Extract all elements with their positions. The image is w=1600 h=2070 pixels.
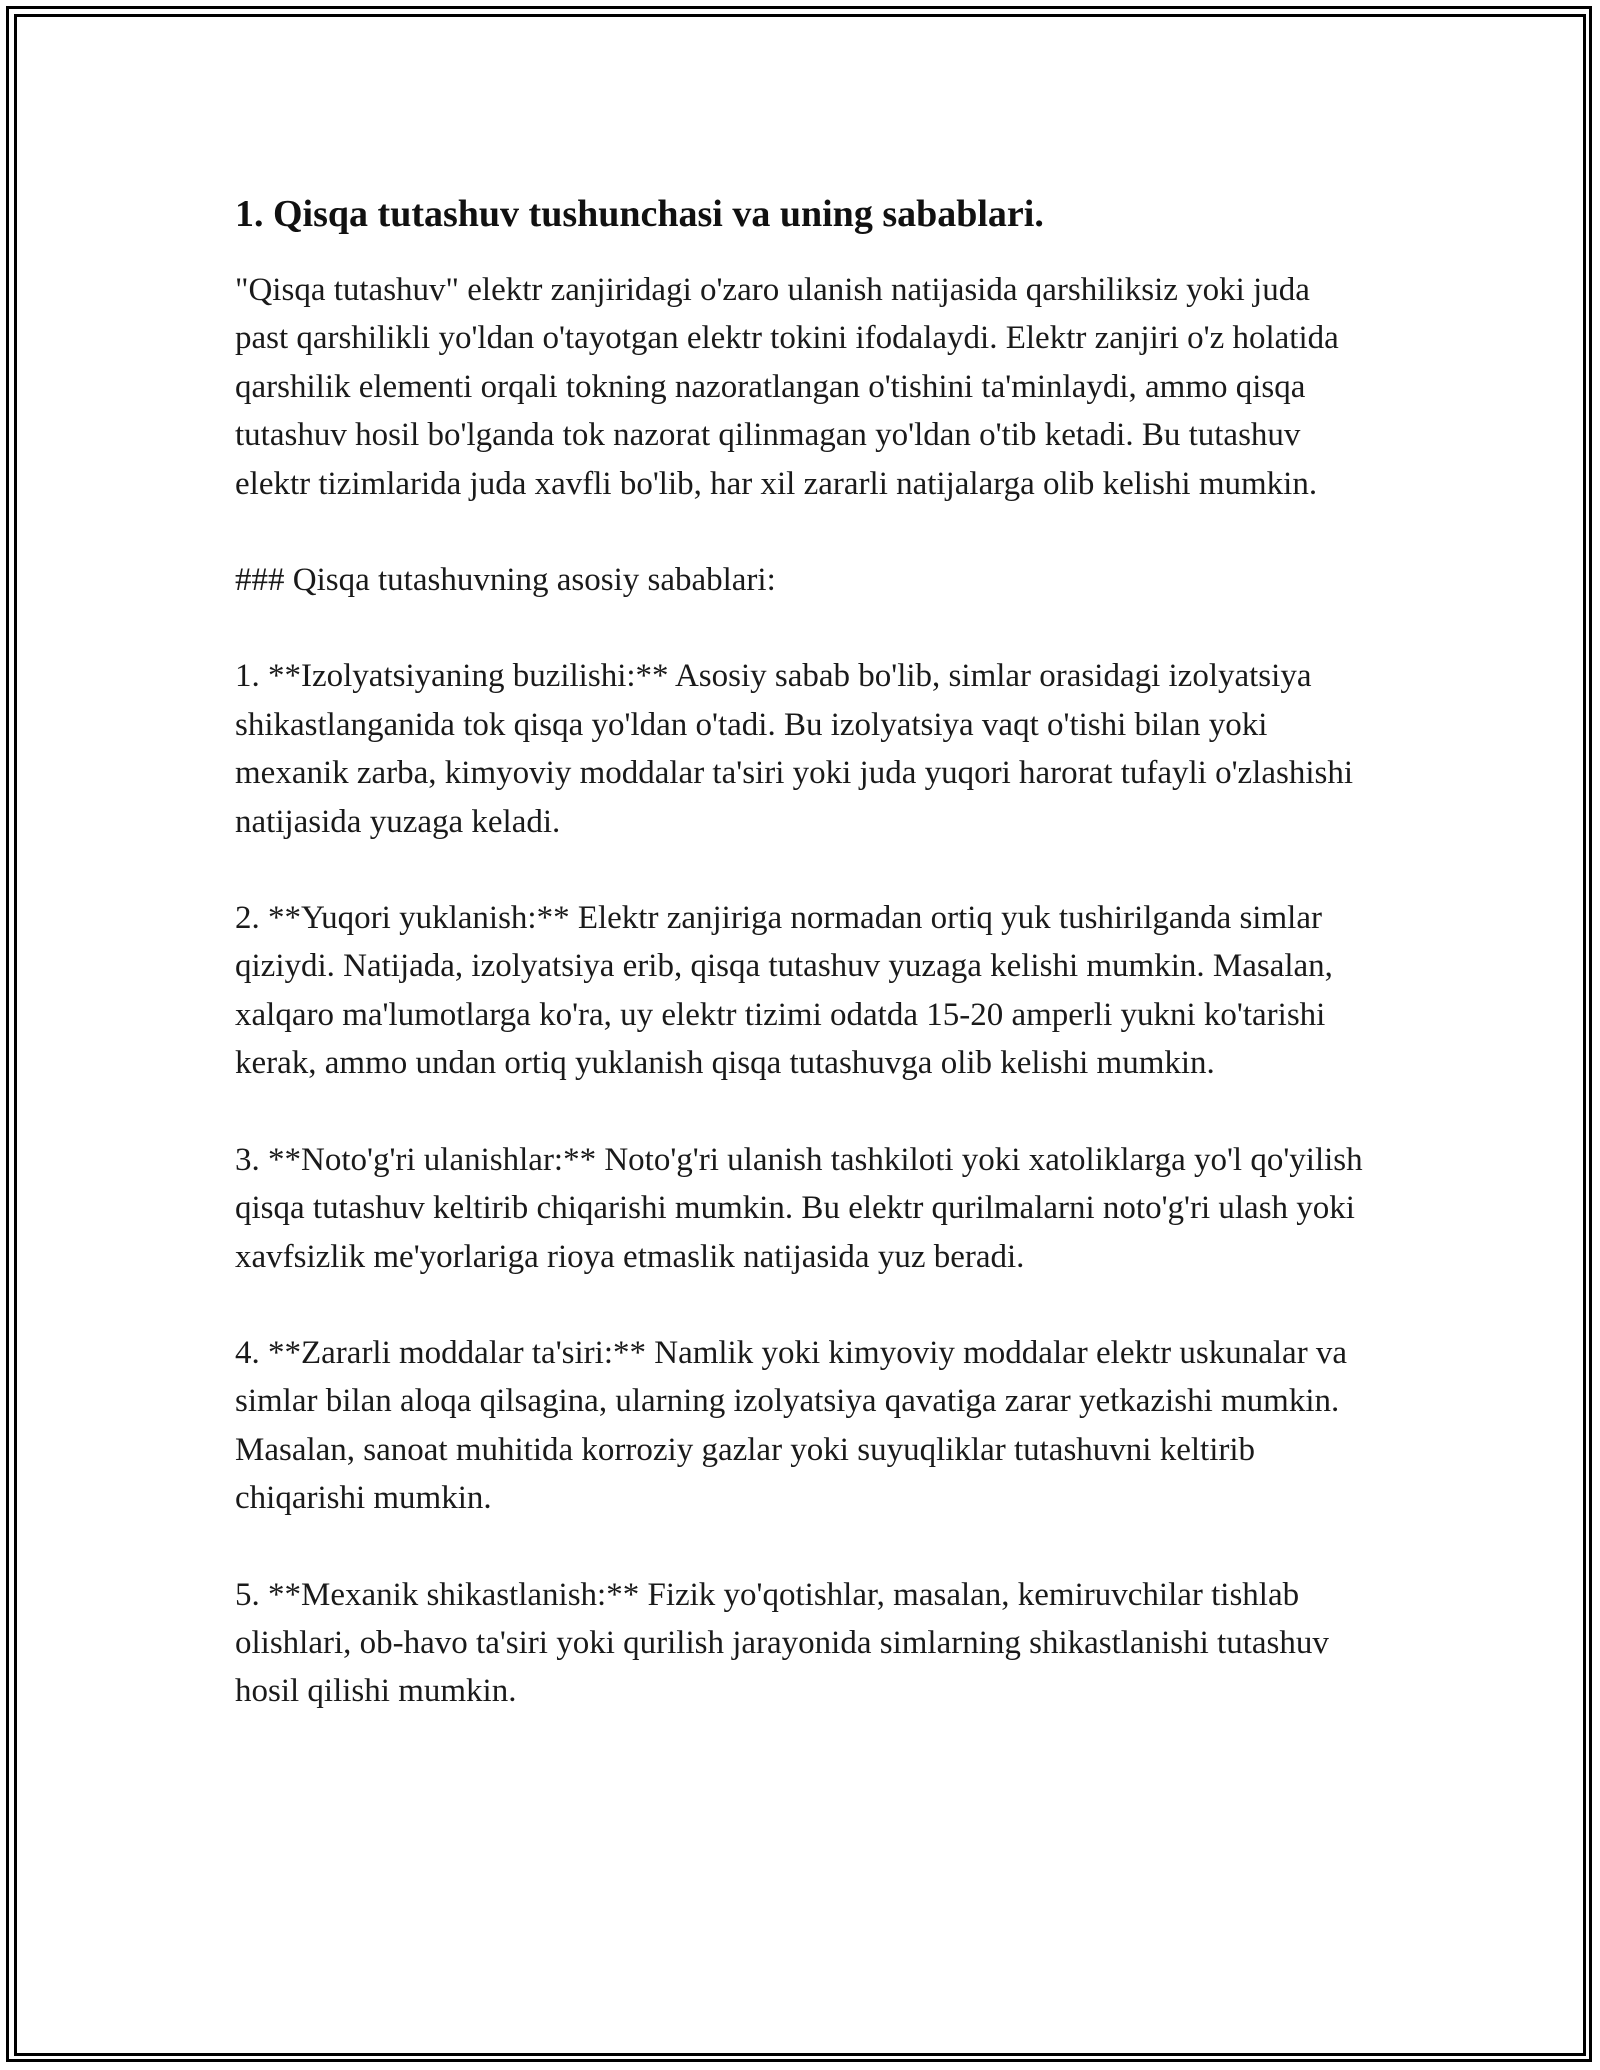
intro-paragraph: "Qisqa tutashuv" elektr zanjiridagi o'zaro ulanish natijasida qarshiliksiz yoki juda past qarshilikli yo'ldan o'tayotgan elektr tokini ifodalaydi. Elektr zanjiri o'z holatida qarshilik elementi orqali tokning nazoratlangan o'tishini ta'minlaydi, ammo qisqa tutashuv hosil bo'lganda tok nazorat qilinmagan yo'ldan o'tib ketadi. Bu tutashuv elektr tizimlarida juda xavfli bo'lib, har xil zararli natijalarga olib kelishi mumkin. bbox=[235, 272, 1339, 502]
list-item-mechanical-damage: 5. **Mexanik shikastlanish:** Fizik yo'qotishlar, masalan, kemiruvchilar tishlab olishlari, ob-havo ta'siri yoki qurilish jarayonida simlarning shikastlanishi tutashuv hosil qilishi mumkin. bbox=[235, 1576, 1329, 1710]
document-body bbox=[235, 188, 1370, 1764]
list-item-overload: 2. **Yuqori yuklanish:** Elektr zanjiriga normadan ortiq yuk tushirilganda simlar qiziydi. Natijada, izolyatsiya erib, qisqa tutashuv yuzaga kelishi mumkin. Masalan, xalqaro ma'lumotlarga ko'ra, uy elektr tizimi odatda 15-20 amperli yukni ko'tarishi kerak, ammo undan ortiq yuklanish qisqa tutashuvga olib kelishi mumkin. bbox=[235, 900, 1333, 1082]
subheading: ### Qisqa tutashuvning asosiy sabablari: bbox=[235, 562, 776, 599]
document-title: 1. Qisqa tutashuv tushunchasi va uning sabablari. bbox=[235, 193, 1044, 235]
list-item-harmful-substances: 4. **Zararli moddalar ta'siri:** Namlik yoki kimyoviy moddalar elektr uskunalar va simlar bilan aloqa qilsagina, ularning izolyatsiya qavatiga zarar yetkazishi mumkin. Masalan, sanoat muhitida korroziy gazlar yoki suyuqliklar tutashuvni keltirib chiqarishi mumkin. bbox=[235, 1334, 1348, 1517]
list-item-wrong-connections: 3. **Noto'g'ri ulanishlar:** Noto'g'ri ulanish tashkiloti yoki xatoliklarga yo'l qo'yilish qisqa tutashuv keltirib chiqarishi mumkin. Bu elektr qurilmalarni noto'g'ri ulash yoki xavfsizlik me'yorlariga rioya etmaslik natijasida yuz beradi. bbox=[235, 1141, 1363, 1275]
list-item-isolation: 1. **Izolyatsiyaning buzilishi:** Asosiy sabab bo'lib, simlar orasidagi izolyatsiya shikastlanganida tok qisqa yo'ldan o'tadi. Bu izolyatsiya vaqt o'tishi bilan yoki mexanik zarba, kimyoviy moddalar ta'siri yoki juda yuqori harorat tufayli o'zlashishi natijasida yuzaga keladi. bbox=[235, 658, 1354, 840]
